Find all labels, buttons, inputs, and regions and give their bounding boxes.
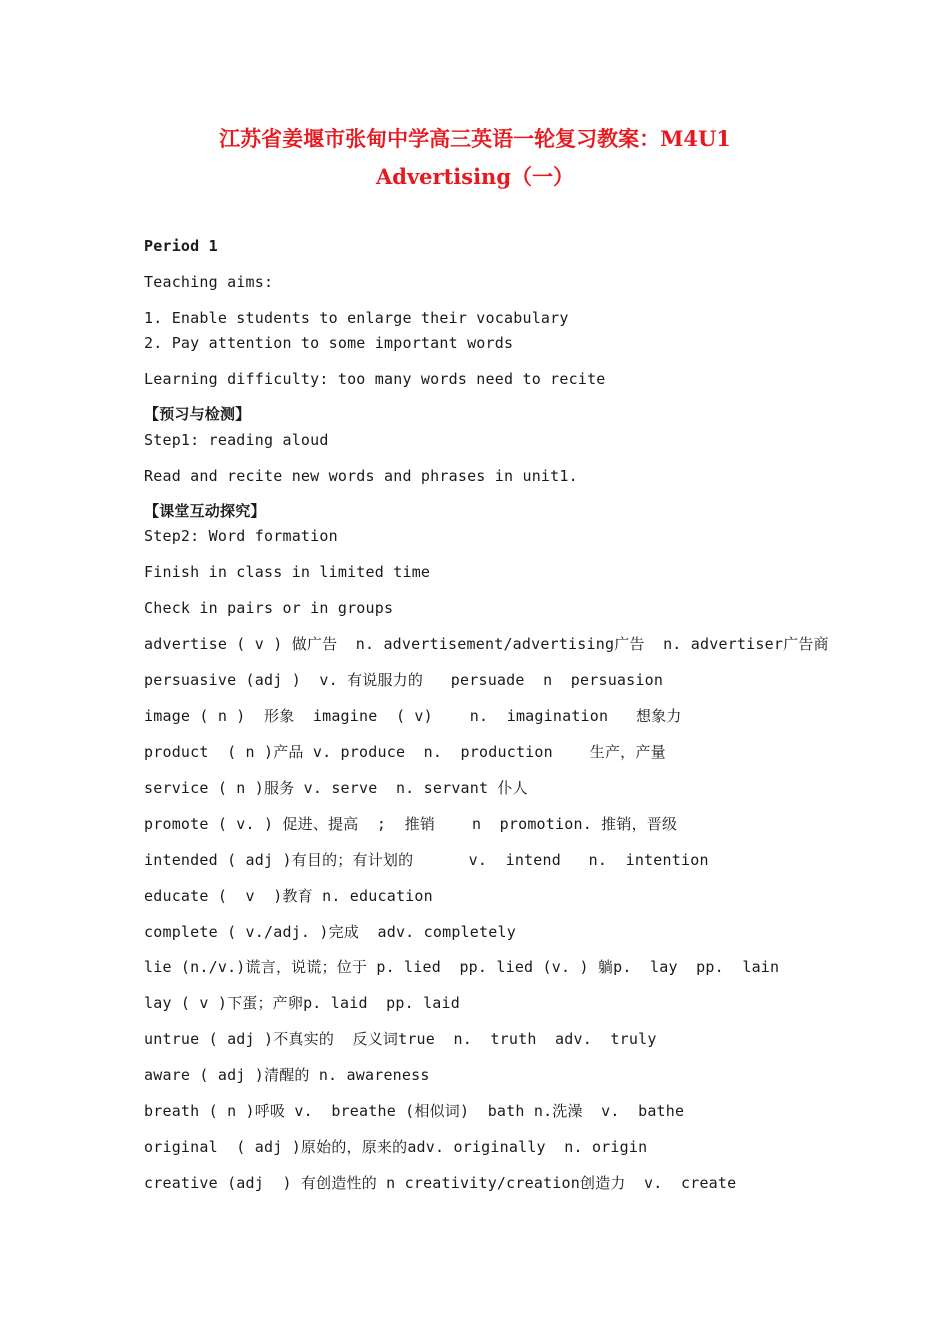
step-2: Step2: Word formation — [144, 527, 338, 545]
vocab-line: creative (adj ) 有创造性的 n creativity/creation创造力 v. create — [144, 1174, 737, 1192]
section-heading-classroom: 【课堂互动探究】 — [144, 502, 266, 520]
document-title-line-1: 江苏省姜堰市张甸中学高三英语一轮复习教案：M4U1 — [219, 126, 731, 151]
step-1-text: Read and recite new words and phrases in unit1. — [144, 467, 578, 485]
teaching-aim-item: 2. Pay attention to some important words — [144, 334, 514, 352]
vocab-line: product ( n )产品 v. produce n. production 生产，产量 — [144, 743, 666, 761]
vocab-line: educate ( v )教育 n. education — [144, 887, 433, 905]
vocab-line: intended ( adj )有目的；有计划的 v. intend n. intention — [144, 851, 709, 869]
vocab-line: lay ( v )下蛋；产卵p. laid pp. laid — [144, 994, 461, 1012]
vocab-line: untrue ( adj )不真实的 反义词true n. truth adv. truly — [144, 1030, 657, 1048]
instruction-line: Check in pairs or in groups — [144, 599, 394, 617]
vocab-line: promote ( v. ) 促进、提高 ; 推销 n promotion. 推销，晋级 — [144, 815, 678, 833]
vocab-line: service ( n )服务 v. serve n. servant 仆人 — [144, 779, 528, 797]
teaching-aim-item: 1. Enable students to enlarge their vocabulary — [144, 309, 569, 327]
vocab-line: image ( n ) 形象 imagine ( v) n. imagination 想象力 — [144, 707, 682, 725]
vocab-line: original ( adj )原始的，原来的adv. originally n. origin — [144, 1138, 648, 1156]
document-title-line-2: Advertising（一） — [375, 164, 575, 189]
vocab-line: complete ( v./adj. )完成 adv. completely — [144, 923, 516, 941]
learning-difficulty: Learning difficulty: too many words need to recite — [144, 370, 606, 388]
step-1: Step1: reading aloud — [144, 431, 329, 449]
vocab-line: lie (n./v.)谎言，说谎；位于 p. lied pp. lied (v. ) 躺p. lay pp. lain — [144, 958, 780, 976]
vocab-line: aware ( adj )清醒的 n. awareness — [144, 1066, 430, 1084]
vocab-line: advertise ( v ) 做广告 n. advertisement/advertising广告 n. advertiser广告商 — [144, 635, 829, 653]
vocab-line: persuasive (adj ) v. 有说服力的 persuade n persuasion — [144, 671, 664, 689]
teaching-aims-label: Teaching aims: — [144, 273, 274, 291]
instruction-line: Finish in class in limited time — [144, 563, 431, 581]
vocab-line: breath ( n )呼吸 v. breathe (相似词) bath n.洗澡 v. bathe — [144, 1102, 685, 1120]
section-heading-preview: 【预习与检测】 — [144, 405, 251, 423]
period-label: Period 1 — [144, 237, 218, 255]
